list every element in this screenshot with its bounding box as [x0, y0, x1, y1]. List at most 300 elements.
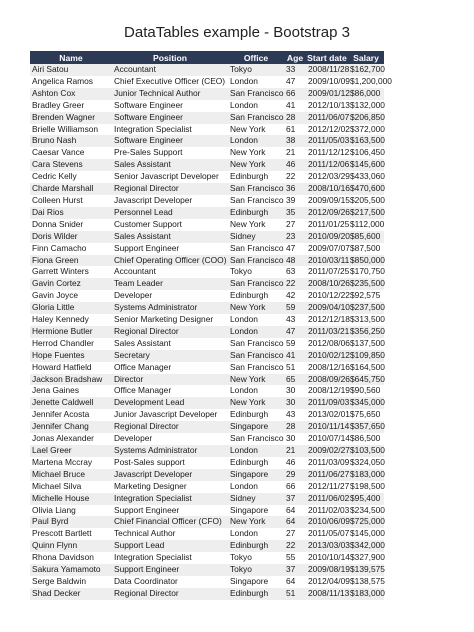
name-cell: Donna Snider	[30, 219, 112, 231]
start-date-cell: 2011/05/07	[308, 528, 350, 539]
age-cell: 35	[284, 207, 306, 219]
salary-cell: $87,500	[348, 243, 384, 255]
start-date-cell: 2012/09/26	[308, 206, 350, 217]
name-cell: Dai Rios	[30, 207, 112, 219]
name-cell: Cedric Kelly	[30, 171, 112, 183]
age-cell: 59	[284, 338, 306, 350]
salary-cell: $170,750	[350, 266, 385, 277]
name-cell: Charde Marshall	[30, 183, 112, 195]
table-row	[30, 588, 384, 600]
salary-cell: $112,000	[350, 218, 385, 229]
age-cell: 30	[284, 433, 306, 445]
table-row	[30, 469, 384, 481]
office-cell: Sidney	[228, 493, 284, 505]
age-cell: 33	[284, 64, 306, 76]
salary-cell: $132,000	[350, 99, 385, 110]
salary-cell: $237,500	[350, 302, 385, 313]
position-cell: Sales Assistant	[112, 338, 228, 350]
office-cell: San Francisco	[230, 278, 284, 289]
name-cell: Shad Decker	[30, 588, 112, 600]
start-date-cell: 2008/09/26	[308, 373, 350, 384]
start-date-cell: 2009/02/27	[308, 445, 350, 455]
header-row	[30, 51, 384, 64]
salary-cell: $206,850	[350, 111, 385, 122]
position-cell: Junior Technical Author	[112, 88, 228, 100]
name-cell: Jena Gaines	[30, 385, 112, 397]
table-row	[30, 195, 384, 207]
table-row	[30, 433, 384, 445]
table-row	[30, 516, 384, 528]
age-cell: 66	[284, 88, 306, 100]
office-cell: Tokyo	[228, 64, 284, 76]
name-cell: Rhona Davidson	[30, 552, 112, 564]
start-date-cell: 2011/03/21	[308, 325, 350, 336]
start-date-cell: 2011/06/07	[308, 111, 350, 122]
start-date-cell: 2008/11/13	[308, 587, 350, 598]
position-cell: Developer	[112, 290, 228, 302]
age-cell: 38	[284, 135, 306, 147]
age-cell: 27	[284, 219, 306, 231]
age-cell: 46	[284, 457, 306, 469]
table-row	[30, 385, 384, 397]
name-cell: Garrett Winters	[30, 266, 112, 278]
office-cell: London	[228, 481, 284, 493]
salary-cell: $103,500	[350, 445, 385, 455]
office-cell: San Francisco	[230, 349, 284, 360]
position-cell: Office Manager	[112, 385, 228, 397]
position-cell: Post-Sales support	[112, 457, 228, 469]
start-date-cell: 2012/11/27	[308, 480, 350, 491]
table-row	[30, 314, 384, 326]
name-cell: Brenden Wagner	[30, 112, 112, 124]
salary-cell: $86,500	[348, 433, 384, 445]
office-cell: Singapore	[228, 469, 284, 481]
position-cell: Software Engineer	[112, 100, 228, 112]
office-cell: Tokyo	[228, 564, 284, 576]
office-cell: London	[228, 76, 284, 88]
office-cell: Edinburgh	[228, 457, 284, 469]
name-cell: Olivia Liang	[30, 505, 112, 517]
table-row	[30, 397, 384, 409]
start-date-cell: 2008/10/16	[308, 183, 350, 194]
position-cell: Support Engineer	[112, 243, 228, 255]
salary-cell: $342,000	[350, 540, 385, 551]
salary-cell: $357,650	[350, 421, 385, 432]
salary-cell: $95,400	[348, 493, 384, 505]
salary-cell: $162,700	[350, 64, 385, 74]
salary-cell: $217,500	[350, 206, 385, 217]
salary-cell: $850,000	[350, 254, 385, 265]
age-cell: 23	[284, 231, 306, 243]
salary-cell: $205,500	[350, 194, 385, 205]
position-cell: Chief Operating Officer (COO)	[114, 254, 227, 265]
start-date-cell: 2008/12/16	[308, 361, 350, 372]
office-cell: New York	[228, 159, 284, 171]
name-cell: Ashton Cox	[30, 88, 112, 100]
age-cell: 29	[284, 469, 306, 481]
office-cell: San Francisco	[230, 183, 284, 194]
table-row	[30, 266, 384, 278]
age-cell: 22	[284, 540, 306, 552]
name-cell: Fiona Green	[30, 255, 112, 267]
position-cell: Secretary	[112, 350, 228, 362]
start-date-cell: 2011/05/03	[308, 135, 350, 146]
age-cell: 41	[284, 100, 306, 112]
age-cell: 61	[284, 124, 306, 136]
office-cell: San Francisco	[230, 242, 284, 253]
salary-cell: $433,060	[350, 171, 385, 182]
table-row	[30, 159, 384, 171]
office-cell: London	[228, 385, 284, 397]
start-date-cell: 2010/12/22	[308, 290, 350, 301]
age-cell: 22	[284, 171, 306, 183]
start-date-cell: 2011/06/02	[308, 492, 350, 503]
office-cell: Edinburgh	[228, 171, 284, 183]
name-cell: Haley Kennedy	[30, 314, 112, 326]
position-cell: Javascript Developer	[112, 469, 228, 481]
age-cell: 65	[284, 374, 306, 386]
name-cell: Gavin Cortez	[30, 278, 112, 290]
age-cell: 47	[284, 326, 306, 338]
column-header-office[interactable]: Office	[228, 51, 284, 64]
position-cell: Office Manager	[112, 362, 228, 374]
position-cell: Support Lead	[112, 540, 228, 552]
name-cell: Cara Stevens	[30, 159, 112, 171]
salary-cell: $86,000	[348, 88, 384, 100]
table-row	[30, 457, 384, 469]
position-cell: Accountant	[112, 64, 228, 76]
table-row	[30, 445, 384, 457]
name-cell: Prescott Bartlett	[30, 528, 112, 540]
salary-cell: $139,575	[350, 564, 385, 575]
start-date-cell: 2011/06/27	[308, 468, 350, 479]
office-cell: London	[228, 445, 284, 457]
table-row	[30, 76, 384, 88]
age-cell: 36	[284, 183, 306, 195]
table-row	[30, 493, 384, 505]
name-cell: Sakura Yamamoto	[30, 564, 112, 576]
office-cell: New York	[228, 124, 284, 136]
position-cell: Technical Author	[112, 528, 228, 540]
salary-cell: $356,250	[350, 325, 385, 336]
office-cell: Edinburgh	[228, 588, 284, 600]
table-header	[30, 51, 384, 64]
name-cell: Martena Mccray	[30, 457, 112, 469]
position-cell: Integration Specialist	[112, 124, 228, 136]
age-cell: 30	[284, 385, 306, 397]
start-date-cell: 2010/10/14	[308, 552, 350, 563]
start-date-cell: 2012/10/13	[308, 99, 350, 110]
age-cell: 48	[284, 255, 306, 267]
age-cell: 47	[284, 243, 306, 255]
salary-cell: $327,900	[350, 552, 385, 563]
salary-cell: $145,600	[350, 159, 385, 170]
salary-cell: $90,560	[348, 385, 384, 397]
table-row	[30, 290, 384, 302]
table-row	[30, 302, 384, 314]
salary-cell: $234,500	[350, 504, 385, 515]
table-row	[30, 231, 384, 243]
start-date-cell: 2011/09/03	[308, 397, 350, 408]
name-cell: Lael Greer	[30, 445, 112, 457]
position-cell: Director	[112, 374, 228, 386]
table-row	[30, 124, 384, 136]
position-cell: Support Engineer	[112, 505, 228, 517]
name-cell: Michael Silva	[30, 481, 112, 493]
start-date-cell: 2010/06/09	[308, 516, 350, 527]
salary-cell: $92,575	[348, 290, 384, 302]
age-cell: 46	[284, 159, 306, 171]
name-cell: Herrod Chandler	[30, 338, 112, 350]
office-cell: Sidney	[228, 231, 284, 243]
office-cell: New York	[228, 147, 284, 159]
position-cell: Personnel Lead	[112, 207, 228, 219]
table-row	[30, 135, 384, 147]
name-cell: Gavin Joyce	[30, 290, 112, 302]
column-header-salary[interactable]: Salary	[348, 51, 384, 64]
age-cell: 41	[284, 350, 306, 362]
name-cell: Gloria Little	[30, 302, 112, 314]
office-cell: London	[228, 528, 284, 540]
name-cell: Howard Hatfield	[30, 362, 112, 374]
start-date-cell: 2009/09/15	[308, 194, 350, 205]
start-date-cell: 2011/02/03	[308, 504, 350, 515]
age-cell: 64	[284, 516, 306, 528]
name-cell: Angelica Ramos	[30, 76, 112, 88]
age-cell: 37	[284, 564, 306, 576]
table-row	[30, 564, 384, 576]
table-row	[30, 326, 384, 338]
start-date-cell: 2012/03/29	[308, 171, 350, 182]
position-cell: Javascript Developer	[112, 195, 228, 207]
start-date-cell: 2010/07/14	[308, 433, 350, 444]
salary-cell: $725,000	[350, 516, 385, 527]
salary-cell: $138,575	[350, 575, 385, 586]
start-date-cell: 2010/09/20	[308, 230, 350, 241]
age-cell: 42	[284, 290, 306, 302]
office-cell: San Francisco	[230, 111, 284, 122]
position-cell: Integration Specialist	[112, 493, 228, 505]
position-cell: Regional Director	[112, 326, 228, 338]
salary-cell: $313,500	[350, 314, 385, 325]
salary-cell: $235,500	[350, 278, 385, 289]
position-cell: Customer Support	[112, 219, 228, 231]
start-date-cell: 2009/01/12	[308, 87, 350, 98]
name-cell: Jennifer Acosta	[30, 409, 112, 421]
name-cell: Finn Camacho	[30, 243, 112, 255]
age-cell: 22	[284, 278, 306, 290]
start-date-cell: 2010/11/14	[308, 421, 350, 432]
salary-cell: $183,000	[350, 587, 385, 598]
salary-cell: $106,450	[350, 147, 385, 158]
column-header-start-date[interactable]: Start date	[307, 52, 347, 63]
position-cell: Data Coordinator	[112, 576, 228, 588]
page-title: DataTables example - Bootstrap 3	[124, 24, 350, 41]
start-date-cell: 2011/12/12	[308, 147, 350, 158]
salary-cell: $470,600	[350, 183, 385, 194]
salary-cell: $85,600	[348, 231, 384, 243]
column-header-position[interactable]: Position	[112, 51, 228, 64]
position-cell: Accountant	[112, 266, 228, 278]
age-cell: 28	[284, 112, 306, 124]
age-cell: 63	[284, 266, 306, 278]
start-date-cell: 2012/12/18	[308, 314, 350, 325]
office-cell: New York	[228, 397, 284, 409]
position-cell: Chief Financial Officer (CFO)	[112, 516, 228, 528]
start-date-cell: 2009/10/09	[308, 75, 350, 86]
office-cell: Edinburgh	[228, 540, 284, 552]
name-cell: Hope Fuentes	[30, 350, 112, 362]
age-cell: 51	[284, 588, 306, 600]
age-cell: 64	[284, 505, 306, 517]
start-date-cell: 2012/04/09	[308, 575, 350, 586]
office-cell: Edinburgh	[228, 409, 284, 421]
salary-cell: $198,500	[350, 480, 385, 491]
office-cell: New York	[228, 219, 284, 231]
table-row	[30, 183, 384, 195]
name-cell: Michelle House	[30, 493, 112, 505]
salary-cell: $324,050	[350, 456, 385, 467]
start-date-cell: 2012/08/06	[308, 337, 350, 348]
start-date-cell: 2009/07/07	[308, 242, 350, 253]
name-cell: Doris Wilder	[30, 231, 112, 243]
name-cell: Jenette Caldwell	[30, 397, 112, 409]
salary-cell: $75,650	[348, 409, 384, 421]
table-row	[30, 409, 384, 421]
salary-cell: $137,500	[350, 337, 385, 348]
position-cell: Development Lead	[112, 397, 228, 409]
position-cell: Senior Marketing Designer	[112, 314, 228, 326]
start-date-cell: 2011/01/25	[308, 218, 350, 229]
table-row	[30, 362, 384, 374]
position-cell: Regional Director	[112, 183, 228, 195]
office-cell: Edinburgh	[228, 290, 284, 302]
table-row	[30, 112, 384, 124]
age-cell: 43	[284, 409, 306, 421]
start-date-cell: 2013/03/03	[308, 540, 350, 551]
position-cell: Pre-Sales Support	[112, 147, 228, 159]
start-date-cell: 2008/12/19	[308, 385, 350, 396]
office-cell: Tokyo	[228, 266, 284, 278]
table-row	[30, 350, 384, 362]
name-cell: Brielle Williamson	[30, 124, 112, 136]
data-table	[30, 51, 392, 600]
table-row	[30, 88, 384, 100]
start-date-cell: 2013/02/01	[308, 409, 350, 420]
office-cell: London	[228, 326, 284, 338]
salary-cell: $164,500	[350, 361, 385, 372]
table-row	[30, 147, 384, 159]
salary-cell: $645,750	[350, 373, 385, 384]
name-cell: Jackson Bradshaw	[30, 374, 112, 386]
column-header-name[interactable]: Name	[30, 51, 112, 64]
position-cell: Systems Administrator	[112, 445, 228, 457]
start-date-cell: 2009/08/19	[308, 564, 350, 575]
name-cell: Paul Byrd	[30, 516, 112, 528]
office-cell: New York	[228, 374, 284, 386]
table-row	[30, 219, 384, 231]
table-row	[30, 64, 384, 76]
salary-cell: $372,000	[350, 123, 385, 134]
age-cell: 21	[284, 147, 306, 159]
name-cell: Michael Bruce	[30, 469, 112, 481]
salary-cell: $345,000	[350, 397, 385, 408]
position-cell: Regional Director	[112, 588, 228, 600]
office-cell: San Francisco	[230, 361, 284, 372]
office-cell: Edinburgh	[228, 207, 284, 219]
name-cell: Caesar Vance	[30, 147, 112, 159]
name-cell: Jennifer Chang	[30, 421, 112, 433]
office-cell: San Francisco	[230, 194, 284, 205]
office-cell: London	[228, 100, 284, 112]
office-cell: San Francisco	[230, 337, 284, 348]
position-cell: Software Engineer	[112, 135, 228, 147]
age-cell: 51	[284, 362, 306, 374]
position-cell: Systems Administrator	[112, 302, 228, 314]
office-cell: London	[228, 314, 284, 326]
table-row	[30, 243, 384, 255]
table-row	[30, 505, 384, 517]
office-cell: San Francisco	[230, 433, 284, 444]
table-row	[30, 255, 384, 267]
position-cell: Sales Assistant	[112, 159, 228, 171]
age-cell: 64	[284, 576, 306, 588]
table-row	[30, 528, 384, 540]
start-date-cell: 2010/02/12	[308, 349, 350, 360]
table-row	[30, 100, 384, 112]
table-row	[30, 278, 384, 290]
position-cell: Integration Specialist	[112, 552, 228, 564]
salary-cell: $163,500	[350, 135, 385, 146]
age-cell: 28	[284, 421, 306, 433]
office-cell: Singapore	[228, 421, 284, 433]
name-cell: Quinn Flynn	[30, 540, 112, 552]
start-date-cell: 2008/10/26	[308, 278, 350, 289]
age-cell: 30	[284, 397, 306, 409]
table-row	[30, 576, 384, 588]
name-cell: Serge Baldwin	[30, 576, 112, 588]
name-cell: Hermione Butler	[30, 326, 112, 338]
office-cell: New York	[228, 302, 284, 314]
age-cell: 39	[284, 195, 306, 207]
salary-cell: $183,000	[350, 468, 385, 479]
position-cell: Marketing Designer	[112, 481, 228, 493]
age-cell: 43	[284, 314, 306, 326]
age-cell: 27	[284, 528, 306, 540]
office-cell: New York	[228, 516, 284, 528]
table-row	[30, 552, 384, 564]
table-row	[30, 540, 384, 552]
start-date-cell: 2011/12/06	[308, 159, 350, 170]
position-cell: Sales Assistant	[112, 231, 228, 243]
column-header-age[interactable]: Age	[284, 51, 306, 64]
salary-cell: $109,850	[350, 349, 385, 360]
name-cell: Bradley Greer	[30, 100, 112, 112]
position-cell: Junior Javascript Developer	[112, 409, 228, 421]
name-cell: Colleen Hurst	[30, 195, 112, 207]
age-cell: 66	[284, 481, 306, 493]
age-cell: 37	[284, 493, 306, 505]
start-date-cell: 2009/04/10	[308, 302, 350, 313]
office-cell: London	[228, 135, 284, 147]
position-cell: Software Engineer	[112, 112, 228, 124]
start-date-cell: 2012/12/02	[308, 123, 350, 134]
start-date-cell: 2011/07/25	[308, 266, 350, 277]
table-body	[30, 64, 392, 600]
start-date-cell: 2010/03/11	[308, 254, 350, 265]
position-cell: Chief Executive Officer (CEO)	[112, 76, 228, 88]
office-cell: San Francisco	[230, 87, 284, 98]
